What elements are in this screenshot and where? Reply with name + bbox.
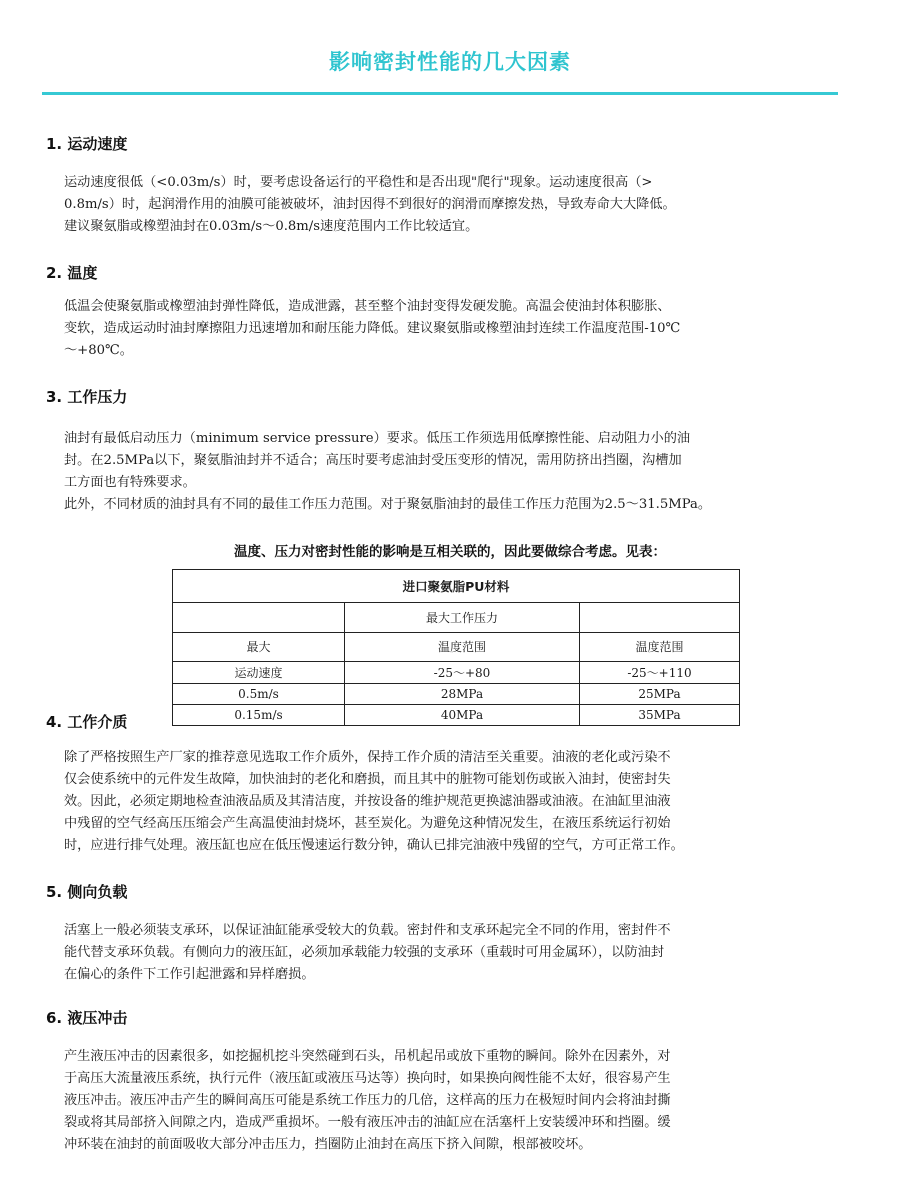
paragraph-line: 工方面也有特殊要求。	[64, 475, 196, 490]
table-header-cell: 最大	[173, 632, 345, 662]
table-title: 进口聚氨脂PU材料	[173, 570, 740, 603]
section-body-medium	[64, 747, 844, 857]
table-group-header: 最大工作压力	[345, 602, 580, 632]
paragraph-line: 产生液压冲击的因素很多，如挖掘机挖斗突然碰到石头，吊机起吊或放下重物的瞬间。除外在因素外，对	[64, 1049, 671, 1064]
table-row	[173, 704, 740, 725]
paragraph-line: 低温会使聚氨脂或橡塑油封弹性降低，造成泄露，甚至整个油封变得发硬发脆。高温会使油封体积膨胀、	[64, 299, 671, 314]
paragraph-line: 建议聚氨脂或橡塑油封在0.03m/s～0.8m/s速度范围内工作比较适宜。	[64, 219, 479, 234]
section-body-speed	[64, 172, 844, 238]
paragraph-line: 时，应进行排气处理。液压缸也应在低压慢速运行数分钟，确认已排完油液中残留的空气，方可正常工作。	[64, 838, 684, 853]
paragraph-line: 活塞上一般必须装支承环，以保证油缸能承受较大的负载。密封件和支承环起完全不同的作用，密封件不	[64, 923, 671, 938]
title-divider	[42, 92, 838, 95]
table-cell: 40MPa	[345, 704, 580, 725]
section-heading-pressure: 3. 工作压力	[46, 388, 128, 406]
section-heading-side-load: 5. 侧向负载	[46, 883, 128, 901]
table-cell: 0.15m/s	[173, 704, 345, 725]
paragraph-line: 变软，造成运动时油封摩擦阻力迅速增加和耐压能力降低。建议聚氨脂或橡塑油封连续工作温度范围-10℃	[64, 321, 681, 336]
section-body-side-load	[64, 920, 844, 986]
table-cell: 25MPa	[580, 683, 740, 704]
section-heading-medium: 4. 工作介质	[46, 713, 128, 731]
paragraph-line: 0.8m/s）时，起润滑作用的油膜可能被破坏，油封因得不到很好的润滑而摩擦发热，导致寿命大大降低。	[64, 197, 676, 212]
paragraph-line: 除了严格按照生产厂家的推荐意见选取工作介质外，保持工作介质的清洁至关重要。油液的老化或污染不	[64, 750, 671, 765]
table-cell: -25～+80	[345, 662, 580, 683]
section-heading-hydraulic-shock: 6. 液压冲击	[46, 1009, 128, 1027]
paragraph-line: 中残留的空气经高压压缩会产生高温使油封烧坏，甚至炭化。为避免这种情况发生，在液压系统运行初始	[64, 816, 671, 831]
table-row	[173, 662, 740, 683]
paragraph-line: 于高压大流量液压系统，执行元件（液压缸或液压马达等）换向时，如果换向阀性能不太好，很容易产生	[64, 1071, 671, 1086]
table-caption: 温度、压力对密封性能的影响是互相关联的，因此要做综合考虑。见表：	[234, 544, 666, 560]
section-body-temperature	[64, 296, 844, 362]
paragraph-line: 液压冲击。液压冲击产生的瞬间高压可能是系统工作压力的几倍，这样高的压力在极短时间内会将油封撕	[64, 1093, 671, 1108]
paragraph-line: 运动速度很低（<0.03m/s）时，要考虑设备运行的平稳性和是否出现"爬行"现象。运动速度很高（>	[64, 175, 653, 190]
table-empty-cell	[173, 602, 345, 632]
paragraph-line: 在偏心的条件下工作引起泄露和异样磨损。	[64, 967, 315, 982]
table-cell: -25～+110	[580, 662, 740, 683]
paragraph-line: 油封有最低启动压力（minimum service pressure）要求。低压工作须选用低摩擦性能、启动阻力小的油	[64, 431, 691, 446]
section-heading-speed: 1. 运动速度	[46, 135, 128, 153]
table-cell: 运动速度	[173, 662, 345, 683]
paragraph-line: 冲环装在油封的前面吸收大部分冲击压力，挡圈防止油封在高压下挤入间隙，根部被咬坏。	[64, 1137, 592, 1152]
paragraph-line: 封。在2.5MPa以下，聚氨脂油封并不适合；高压时要考虑油封受压变形的情况，需用防挤出挡圈，沟槽加	[64, 453, 682, 468]
page-title: 影响密封性能的几大因素	[329, 50, 571, 74]
pu-material-table	[172, 569, 740, 726]
table-cell: 28MPa	[345, 683, 580, 704]
paragraph-line: 仅会使系统中的元件发生故障，加快油封的老化和磨损，而且其中的脏物可能划伤或嵌入油封，使密封失	[64, 772, 671, 787]
section-heading-temperature: 2. 温度	[46, 264, 98, 282]
paragraph-line: 裂或将其局部挤入间隙之内，造成严重损坏。一般有液压冲击的油缸应在活塞杆上安装缓冲环和挡圈。缓	[64, 1115, 671, 1130]
table-cell: 35MPa	[580, 704, 740, 725]
paragraph-line: 能代替支承环负载。有侧向力的液压缸，必须加承载能力较强的支承环（重载时可用金属环），以防油封	[64, 945, 665, 960]
section-body-pressure	[64, 428, 844, 516]
table-cell: 0.5m/s	[173, 683, 345, 704]
paragraph-line: 此外，不同材质的油封具有不同的最佳工作压力范围。对于聚氨脂油封的最佳工作压力范围为2.5～31.5MPa。	[64, 497, 712, 512]
table-row	[173, 683, 740, 704]
paragraph-line: ～+80℃。	[64, 343, 133, 358]
table-header-cell: 温度范围	[580, 632, 740, 662]
table-empty-cell	[580, 602, 740, 632]
paragraph-line: 效。因此，必须定期地检查油液品质及其清洁度，并按设备的维护规范更换滤油器或油液。在油缸里油液	[64, 794, 671, 809]
section-body-hydraulic-shock	[64, 1046, 844, 1156]
table-header-cell: 温度范围	[345, 632, 580, 662]
